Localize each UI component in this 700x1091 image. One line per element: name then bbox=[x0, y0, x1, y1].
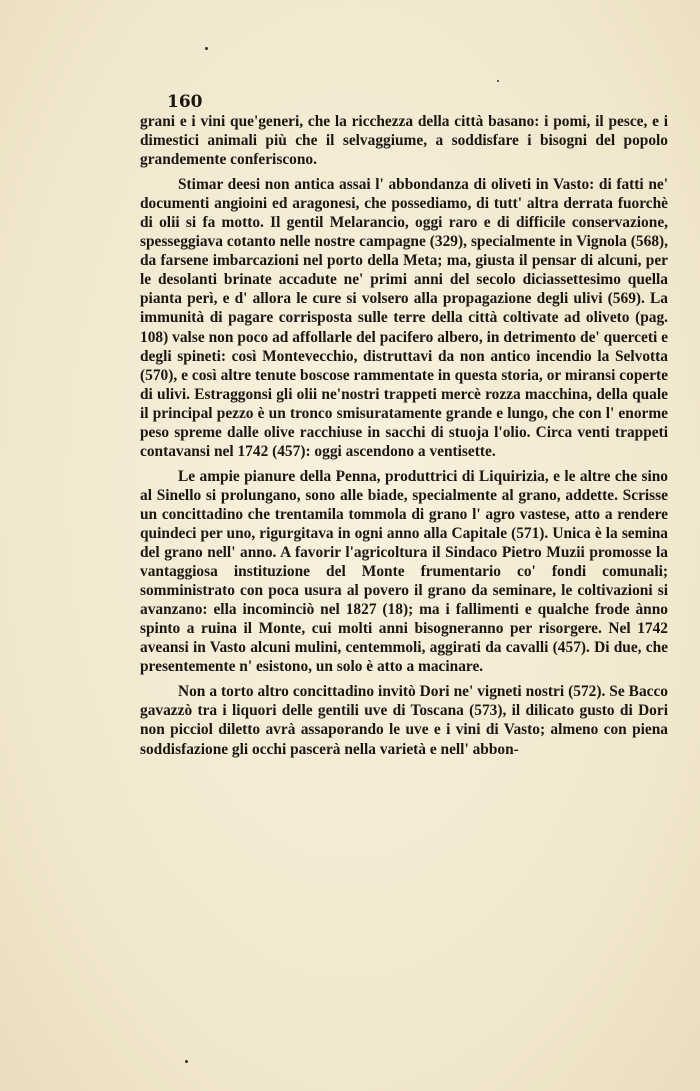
paragraph: grani e i vini que'generi, che la ricchezza della città basano: i pomi, il pesce, e i dimestici animali più che il selvaggiume, a soddisfare i bisogni del popolo grandemente conferiscono. bbox=[140, 113, 668, 169]
paper-speck bbox=[205, 47, 208, 50]
paragraph: Le ampie pianure della Penna, produttrici di Liquirizia, e le altre che sino al Sinello si prolungano, sono alle biade, specialmente al grano, addette. Scrisse un concittadino che trentamila tommola di grano l' agro vastese, atto a rendere quindeci per uno, rigurgitava in ogni anno alla Capitale (571). Unica è la semina del grano nell' anno. A favorir l'agricoltura il Sindaco Pietro Muzii promosse la vantaggiosa instituzione del Monte frumentario co' fondi comunali; somministrato con poca usura al povero il grano da seminare, le coltivazioni si avanzano: ella incominciò nel 1827 (18); ma i fallimenti e qualche frode ànno spinto a ruina il Monte, cui molti anni bisogneranno per risorgere. Nel 1742 aveansi in Vasto alcuni mulini, centemmoli, aggirati da cavalli (457). Di due, che presentemente n' esistono, un solo è atto a macinare. bbox=[140, 467, 668, 676]
page-body-text bbox=[140, 112, 668, 765]
paragraph: Non a torto altro concittadino invitò Dori ne' vigneti nostri (572). Se Bacco gavazzò tra i liquori delle gentili uve di Toscana (573), il dilicato gusto di Dori non picciol diletto avrà assaporando le uve e i vini di Vasto; almeno con piena soddisfazione gli occhi pascerà nella varietà e nell' abbon- bbox=[140, 683, 668, 758]
paragraph: Stimar deesi non antica assai l' abbondanza di oliveti in Vasto: di fatti ne' documenti angioini ed aragonesi, che possediamo, di tutt' altra derrata fuorchè di olii si fa motto. Il gentil Melarancio, oggi raro e di difficile conservazione, spesseggiava cotanto nelle nostre campagne (329), specialmente in Vignola (568), da farsene imbarcazioni nel porto della Meta; ma, giusta il pensar di alcuni, per le desolanti brinate accadute ne' primi anni del secolo diciassettesimo quella pianta perì, e d' allora le cure si volsero alla propagazione degli ulivi (569). La immunità di pagare corrisposta sulle terre della città coltivate ad oliveto (pag. 108) valse non poco ad affollarle del pacifero albero, in detrimento de' querceti e degli spineti: così Montevecchio, distruttavi da non antico incendio la Selvotta (570), e così altre tenute boscose rammentate in questa storia, or miransi coperte di ulivi. Estraggonsi gli olii ne'nostri trappeti mercè rozza macchina, della quale il principal pezzo è un tronco smisuratamente grande e lungo, che con l' enorme peso spreme dalle olive racchiuse in sacchi di stuoja l'olio. Circa venti trappeti contavansi nel 1742 (457): oggi ascendono a ventisette. bbox=[140, 176, 668, 460]
paper-speck bbox=[185, 1060, 188, 1063]
page-number: 160 bbox=[167, 92, 203, 112]
paper-speck bbox=[497, 80, 499, 82]
